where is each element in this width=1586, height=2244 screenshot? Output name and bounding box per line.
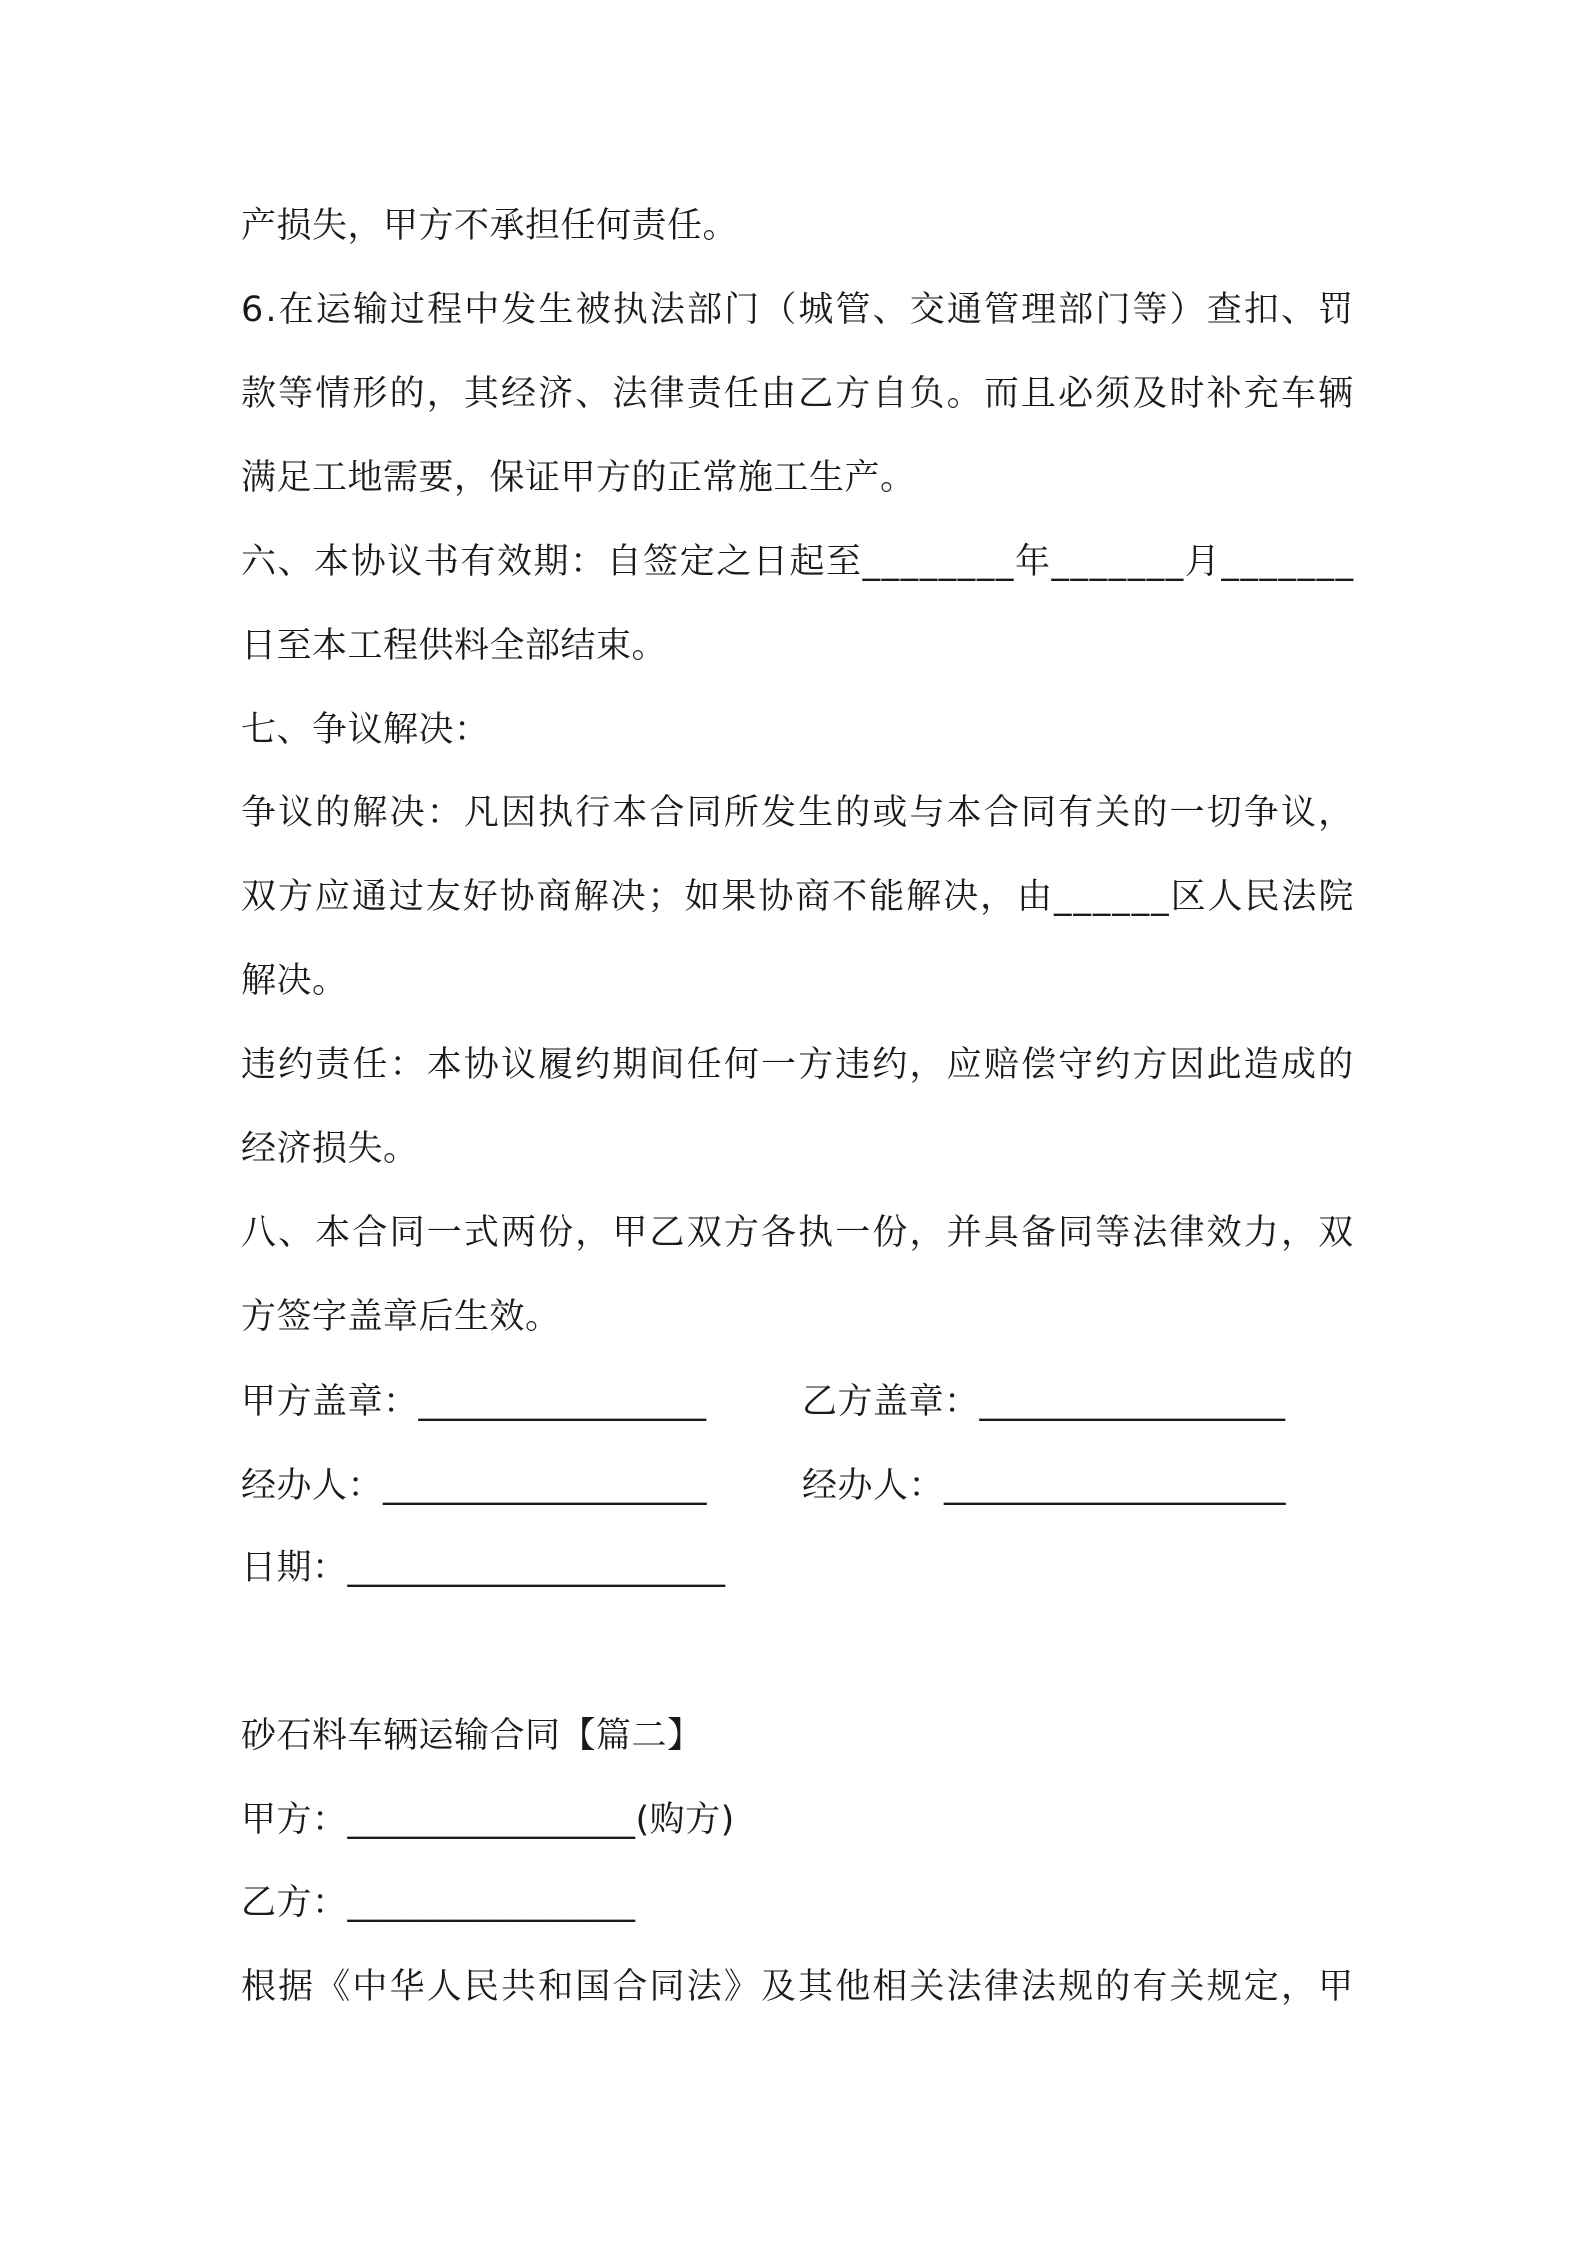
text-line: 根 据 《 中 华 人 民 共 和 国 合 同 法 》 及 其 他 相 关 法 律 法 规 的 有 关 规 定 ， 甲 <box>241 1967 1354 2007</box>
text-line: 满足工地需要，保证甲方的正常施工生产。 <box>241 458 916 498</box>
party-a-field: 甲方：________________(购方) <box>241 1800 735 1840</box>
text-line: 日至本工程供料全部结束。 <box>241 626 668 666</box>
party-a-seal-field: 甲方盖章：________________ <box>241 1382 707 1422</box>
text-line: 解决。 <box>241 961 348 1001</box>
date-field: 日期：_____________________ <box>241 1548 726 1588</box>
text-line: 6 . 在 运 输 过 程 中 发 生 被 执 法 部 门 （ 城 管 、 交 通 管 理 部 门 等 ） 查 扣 、 罚 <box>241 290 1354 330</box>
text-line: 经济损失。 <box>241 1129 419 1169</box>
text-line: 产损失，甲方不承担任何责任。 <box>241 206 739 246</box>
text-line: 违 约 责 任 ： 本 协 议 履 约 期 间 任 何 一 方 违 约 ， 应 赔 偿 守 约 方 因 此 造 成 的 <box>241 1045 1354 1085</box>
text-line: 六 、 本 协 议 书 有 效 期 ： 自 签 定 之 日 起 至 _ _ _ _ _ _ _ _ 年 _ _ _ _ _ _ _ 月 _ _ _ _ _ _ _ <box>241 542 1354 582</box>
party-b-field: 乙方：________________ <box>241 1883 636 1923</box>
section-heading: 七、争议解决： <box>241 710 490 750</box>
text-line: 八 、 本 合 同 一 式 两 份 ， 甲 乙 双 方 各 执 一 份 ， 并 具 备 同 等 法 律 效 力 ， 双 <box>241 1213 1354 1253</box>
party-b-agent-field: 经办人：___________________ <box>802 1466 1287 1506</box>
party-b-seal-field: 乙方盖章：_________________ <box>802 1382 1286 1422</box>
text-line: 争 议 的 解 决 ： 凡 因 执 行 本 合 同 所 发 生 的 或 与 本 合 同 有 关 的 一 切 争 议 ， <box>241 793 1354 833</box>
text-line: 双 方 应 通 过 友 好 协 商 解 决 ； 如 果 协 商 不 能 解 决 ， 由 _ _ _ _ _ _ 区 人 民 法 院 <box>241 877 1354 917</box>
text-line: 方签字盖章后生效。 <box>241 1297 561 1337</box>
text-line: 款 等 情 形 的 ， 其 经 济 、 法 律 责 任 由 乙 方 自 负 。 而 且 必 须 及 时 补 充 车 辆 <box>241 374 1354 414</box>
party-a-agent-field: 经办人：__________________ <box>241 1466 708 1506</box>
contract-title: 砂石料车辆运输合同【篇二】 <box>241 1716 703 1756</box>
